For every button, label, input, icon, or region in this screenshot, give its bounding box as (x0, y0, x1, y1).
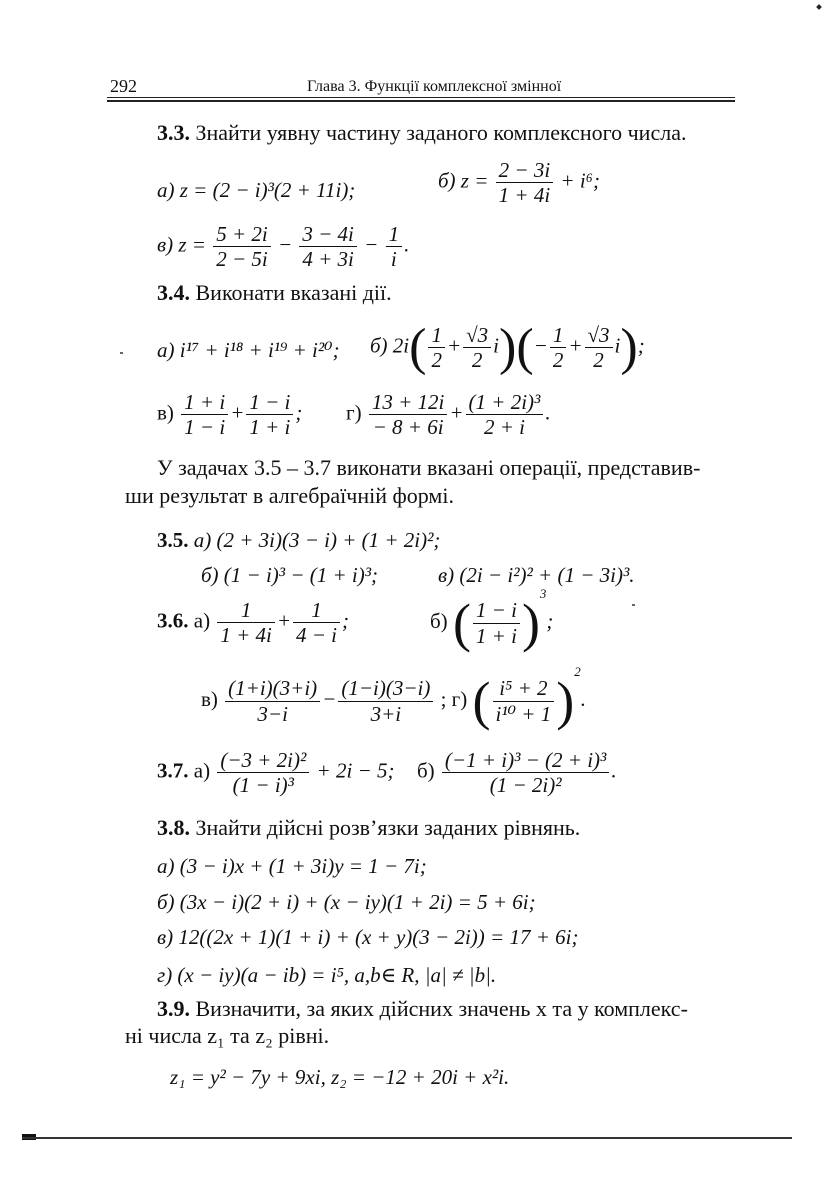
problem-3-8-g: г) (x − iy)(a − ib) = i⁵, a,b∈ R, |a| ≠ |b|. (157, 963, 497, 987)
label: б) 2i (370, 333, 410, 358)
numerator: 1 (293, 598, 340, 623)
problem-3-9-line-2: ні числа z₁ та z₂ рівні. (125, 1023, 330, 1048)
fraction (217, 598, 275, 647)
semicolon: ; (342, 608, 350, 633)
numerator: 13 + 12i (369, 390, 448, 415)
denominator: 1 + i (475, 623, 517, 648)
fraction (386, 222, 403, 271)
problem-3-7 (157, 748, 617, 797)
label: ; г) (440, 686, 468, 711)
minus-sign: − (533, 333, 548, 358)
problem-3-3-b (438, 158, 600, 207)
problem-statement: Знайти уявну частину заданого комплексного числа. (195, 120, 687, 145)
denominator: i¹⁰ + 1 (495, 701, 552, 726)
fraction (213, 222, 271, 271)
problem-3-9-formula: z₁ = y² − 7y + 9xi, z₂ = −12 + 20i + x²i. (170, 1065, 510, 1089)
label: б) (430, 608, 448, 633)
stray-dot (120, 352, 123, 354)
problem-3-3-c (157, 222, 409, 271)
problem-3-6-a (157, 598, 349, 647)
label: г) (346, 400, 362, 425)
problem-3-6-v (201, 663, 586, 732)
denominator: 2 (552, 348, 564, 372)
problem-statement: Виконати вказані дії. (195, 280, 392, 305)
left-paren: ( (516, 319, 534, 376)
problem-number: 3.8. (157, 815, 190, 840)
exponent: 2 (574, 663, 581, 679)
numerator: (1+i)(3+i) (225, 676, 320, 701)
denominator: 4 + 3i (302, 247, 354, 272)
problem-statement: Визначити, за яких дійсних значень x та y комплекс- (195, 996, 688, 1021)
right-paren: ) (556, 671, 575, 731)
tail: + 2i − 5; (316, 758, 395, 783)
problem-statement: Знайти дійсні розв’язки заданих рівнянь. (195, 815, 581, 840)
problem-number: 3.4. (157, 280, 190, 305)
left-paren: ( (409, 319, 427, 376)
fraction (299, 222, 357, 271)
problem-3-3-heading (157, 120, 686, 146)
numerator: 1 (217, 598, 275, 623)
label: в) (157, 400, 174, 425)
problem-3-3-a: а) z = (2 − i)³(2 + 11i); (157, 178, 356, 202)
denominator: (1 − 2i)² (489, 773, 562, 798)
numerator: 2 − 3i (496, 158, 554, 183)
problem-3-4-heading (157, 280, 392, 306)
fraction (217, 748, 309, 797)
fraction (428, 323, 445, 372)
numerator: 1 (428, 323, 445, 348)
minus-sign: − (322, 686, 337, 711)
problem-3-4-g (346, 390, 551, 439)
label: в) (201, 686, 218, 711)
bottom-rule (22, 1137, 792, 1139)
exponent: 3 (539, 585, 547, 601)
problem-number: 3.7. (157, 758, 189, 783)
denominator: 2 (471, 348, 483, 372)
numerator: (1 + 2i)³ (466, 390, 544, 415)
denominator: 1 + 4i (498, 183, 551, 208)
problem-number: 3.9. (157, 996, 190, 1021)
problem-3-8-heading (157, 815, 580, 841)
header-rule (107, 97, 735, 98)
running-head: Глава 3. Функції комплексної змінної (307, 78, 562, 95)
denominator: 3+i (370, 701, 402, 726)
numerator: 3 − 4i (299, 222, 357, 247)
denominator: 2 (593, 348, 604, 372)
problem-3-5-a (157, 528, 440, 553)
numerator: √3 (585, 323, 613, 348)
fraction (181, 390, 228, 439)
tail: + i⁶; (560, 168, 600, 193)
label: б) z = (438, 168, 489, 193)
plus-sign: + (446, 333, 462, 358)
right-paren: ) (499, 319, 517, 376)
label: б) (416, 758, 435, 783)
fraction (338, 676, 433, 725)
problem-3-5-v: в) (2i − i²)² + (1 − 3i)³. (438, 563, 635, 587)
denominator: 1 + 4i (220, 623, 272, 648)
intro-line-2: ши результат в алгебраїчній формі. (125, 483, 454, 508)
denominator: (1 − i)³ (232, 773, 294, 798)
period: . (545, 400, 551, 425)
label: а) (193, 758, 211, 783)
fraction (473, 598, 520, 647)
plus-sign: + (568, 333, 583, 358)
plus-sign: + (230, 400, 245, 425)
fraction (466, 390, 544, 439)
numerator: 1 − i (473, 598, 520, 623)
intro-line-1: У задачах 3.5 – 3.7 виконати вказані операції, представив- (157, 455, 701, 480)
fraction (550, 323, 567, 372)
imaginary-unit: i (614, 333, 621, 358)
numerator: i⁵ + 2 (493, 676, 555, 701)
denominator: 2 − 5i (216, 247, 268, 272)
problem-3-8-v: в) 12((2x + 1)(1 + i) + (x + y)(3 − 2i)) = 17 + 6i; (157, 925, 579, 949)
period: . (404, 232, 410, 257)
numerator: 1 (550, 323, 567, 348)
imaginary-unit: i (493, 333, 500, 358)
period: . (611, 758, 617, 783)
denominator: − 8 + 6i (372, 415, 444, 440)
item-a: а) (2 + 3i)(3 − i) + (1 + 2i)²; (193, 528, 441, 552)
denominator: 4 − i (296, 623, 338, 648)
numerator: (−3 + 2i)² (217, 748, 309, 773)
numerator: 1 − i (246, 390, 293, 415)
plus-sign: + (276, 608, 292, 633)
problem-3-4-v (157, 390, 302, 439)
numerator: 5 + 2i (213, 222, 271, 247)
header-rule-thick (107, 100, 735, 102)
problem-3-5-b: б) (1 − i)³ − (1 + i)³; (201, 563, 379, 587)
label: в) z = (157, 232, 206, 257)
left-paren: ( (472, 671, 491, 731)
period: . (580, 686, 586, 711)
right-paren: ) (620, 319, 638, 376)
semicolon: ; (546, 608, 554, 633)
page-number: 292 (110, 76, 137, 96)
problem-3-8-b: б) (3x − i)(2 + i) + (x − iy)(1 + 2i) = 5 + 6i; (157, 890, 536, 914)
fraction (493, 676, 555, 725)
numerator: √3 (463, 323, 491, 348)
problem-number: 3.3. (157, 120, 190, 145)
problem-3-4-b (370, 318, 645, 377)
denominator: 3−i (257, 701, 288, 726)
problem-number: 3.6. (157, 608, 189, 633)
semicolon: ; (295, 400, 303, 425)
semicolon: ; (637, 333, 645, 358)
left-paren: ( (452, 593, 471, 653)
problem-3-9-line-1 (157, 996, 688, 1022)
stray-dot (632, 604, 635, 606)
fraction (369, 390, 448, 439)
fraction (442, 748, 609, 797)
numerator: 1 + i (181, 390, 228, 415)
numerator: (1−i)(3−i) (338, 676, 433, 701)
fraction (293, 598, 340, 647)
numerator: 1 (386, 222, 403, 247)
fraction (496, 158, 554, 207)
problem-3-4-a: а) i¹⁷ + i¹⁸ + i¹⁹ + i²⁰; (157, 338, 340, 362)
minus-sign: − (364, 232, 379, 257)
label: а) (193, 608, 211, 633)
denominator: 2 (431, 348, 442, 372)
problem-3-8-a: а) (3 − i)x + (1 + 3i)y = 1 − 7i; (157, 854, 427, 878)
denominator: 2 + i (483, 415, 525, 440)
problem-number: 3.5. (157, 528, 189, 552)
denominator: i (390, 247, 397, 272)
problem-3-6-b (430, 585, 554, 654)
numerator: (−1 + i)³ − (2 + i)³ (442, 748, 609, 773)
denominator: 1 − i (184, 415, 226, 440)
minus-sign: − (277, 232, 293, 257)
fraction (246, 390, 293, 439)
fraction (225, 676, 320, 725)
fraction (585, 323, 613, 372)
right-paren: ) (521, 593, 540, 653)
plus-sign: + (449, 400, 464, 425)
corner-mark (816, 4, 822, 10)
denominator: 1 + i (249, 415, 291, 440)
fraction (463, 323, 491, 372)
